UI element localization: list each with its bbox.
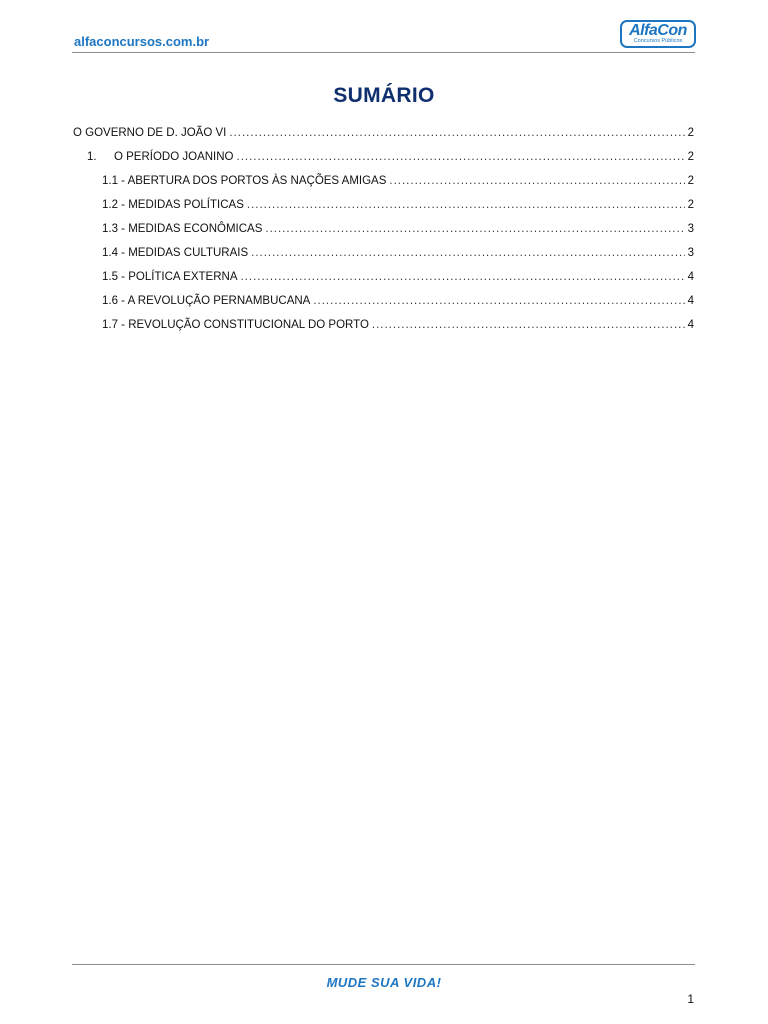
footer-divider (72, 964, 695, 965)
toc-entry-governo[interactable] (73, 127, 694, 143)
toc-leader-dots (372, 319, 685, 331)
toc-entry-1-6[interactable] (102, 295, 694, 311)
toc-entry-label: 1.1 - ABERTURA DOS PORTOS ÀS NAÇÕES AMIGAS (102, 175, 387, 187)
header-divider (72, 52, 695, 53)
toc-leader-dots (251, 247, 684, 259)
page-title: SUMÁRIO (333, 84, 435, 107)
toc-entry-label: O GOVERNO DE D. JOÃO VI (73, 127, 227, 139)
toc-entry-title: O PERÍODO JOANINO (114, 151, 234, 163)
logo-wordmark: AlfaCon (629, 22, 687, 39)
toc-leader-dots (313, 295, 684, 307)
toc-entry-1-5[interactable] (102, 271, 694, 287)
toc-entry-page: 3 (687, 223, 694, 235)
toc-entry-label (87, 151, 234, 163)
footer-slogan: MUDE SUA VIDA! (326, 975, 442, 990)
toc-leader-dots (229, 127, 684, 139)
toc-leader-dots (389, 175, 684, 187)
toc-entry-label: 1.2 - MEDIDAS POLÍTICAS (102, 199, 244, 211)
toc-entry-label: 1.5 - POLÍTICA EXTERNA (102, 271, 238, 283)
toc-entry-page: 3 (687, 247, 694, 259)
toc-entry-1-1[interactable] (102, 175, 694, 191)
toc-entry-page: 2 (687, 175, 694, 187)
toc-entry-page: 4 (687, 295, 694, 307)
toc-entry-page: 2 (687, 151, 694, 163)
toc-entry-label: 1.4 - MEDIDAS CULTURAIS (102, 247, 249, 259)
site-link[interactable]: alfaconcursos.com.br (74, 34, 210, 49)
toc-entry-1-2[interactable] (102, 199, 694, 215)
toc-leader-dots (265, 223, 684, 235)
toc-entry-label: 1.3 - MEDIDAS ECONÔMICAS (102, 223, 263, 235)
toc-entry-page: 2 (687, 127, 694, 139)
toc-entry-periodo-joanino[interactable] (87, 151, 694, 167)
toc-leader-dots (247, 199, 685, 211)
toc-entry-1-3[interactable] (102, 223, 694, 239)
toc-entry-page: 2 (687, 199, 694, 211)
toc-entry-page: 4 (687, 319, 694, 331)
toc-entry-1-4[interactable] (102, 247, 694, 263)
toc-entry-label: 1.6 - A REVOLUÇÃO PERNAMBUCANA (102, 295, 311, 307)
toc-leader-dots (240, 271, 684, 283)
toc-entry-label: 1.7 - REVOLUÇÃO CONSTITUCIONAL DO PORTO (102, 319, 369, 331)
toc-entry-1-7[interactable] (102, 319, 694, 335)
toc-entry-page: 4 (687, 271, 694, 283)
logo-tagline: Concursos Públicos (633, 38, 683, 44)
page-number: 1 (687, 992, 694, 1006)
alfacon-logo (620, 20, 696, 48)
toc-entry-number: 1. (87, 151, 97, 163)
toc-leader-dots (237, 151, 685, 163)
